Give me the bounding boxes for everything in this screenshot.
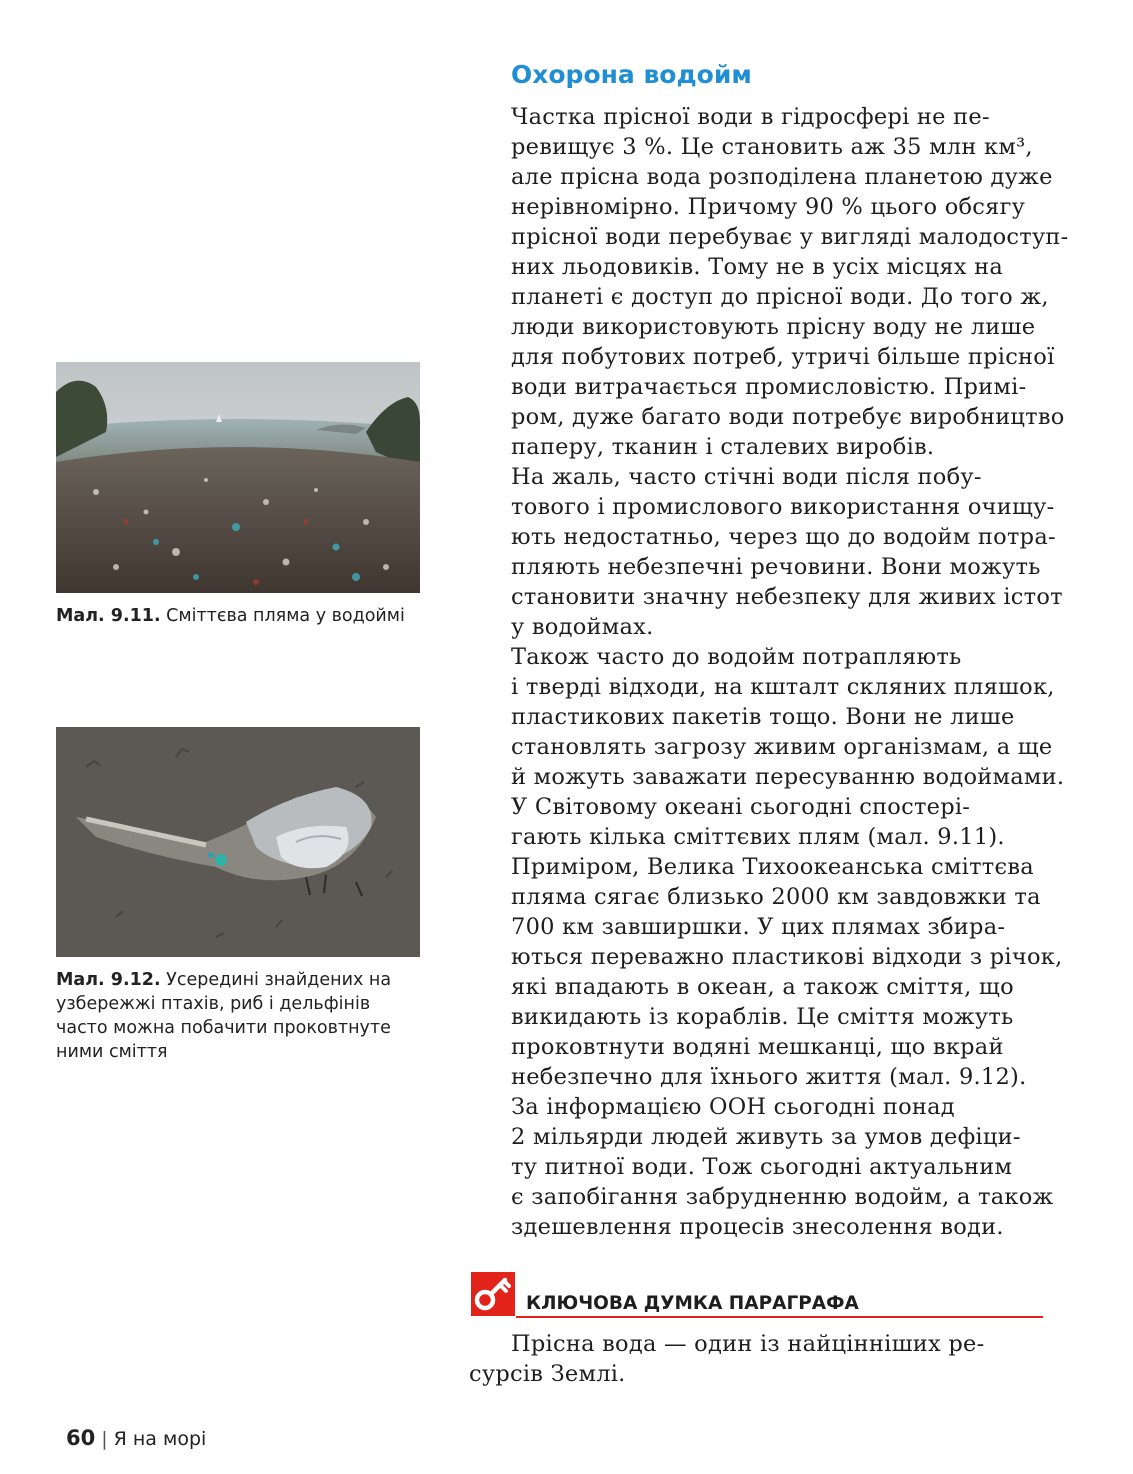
text-line: у водоймах. (511, 614, 654, 640)
dead-bird-photo (56, 727, 420, 957)
text-line: Приміром, Велика Тихоокеанська сміттєва (511, 854, 1034, 880)
paragraph-4 (469, 792, 1063, 1092)
figure-caption-text: Сміттєва пляма у водоймі (160, 606, 405, 626)
text-line: сурсів Землі. (469, 1361, 626, 1387)
key-thought-divider (516, 1316, 1043, 1318)
text-line: тового і промислового використання очищу- (511, 494, 1055, 520)
page-footer (66, 1426, 206, 1450)
text-line: Частка прісної води в гідросфері не пе- (511, 104, 990, 130)
text-line: становлять загрозу живим організмам, а ще (511, 734, 1053, 760)
text-line: здешевлення процесів знесолення води. (511, 1214, 1004, 1240)
text-line: є запобігання забрудненню водойм, а також (511, 1184, 1054, 1210)
figure-caption-9-12 (56, 968, 421, 1064)
dead-bird-illustration (56, 727, 420, 957)
text-line: На жаль, часто стічні води після побу- (511, 464, 982, 490)
key-thought-text (469, 1329, 1043, 1389)
text-line: нерівномірно. Причому 90 % цього обсягу (511, 194, 1026, 220)
figure-caption-text: Усередині знайдених на узбережжі птахів, риб і дельфінів часто можна побачити проковтнуте ними сміття (56, 970, 392, 1062)
garbage-patch-photo (56, 362, 420, 593)
paragraph-3 (469, 642, 1065, 792)
figure-label: Мал. 9.12. (56, 970, 161, 990)
text-line: ються переважно пластикові відходи з річок, (511, 944, 1063, 970)
text-line: Прісна вода — один із найцінніших ре- (511, 1331, 985, 1357)
text-line: люди використовують прісну воду не лише (511, 314, 1036, 340)
text-line: 2 мільярди людей живуть за умов дефіци- (511, 1124, 1021, 1150)
paragraph-5 (469, 1092, 1054, 1242)
footer-separator: | (101, 1428, 108, 1450)
text-line: пляма сягає близько 2000 км завдовжки та (511, 884, 1041, 910)
text-line: пластикових пакетів тощо. Вони не лише (511, 704, 1015, 730)
text-line: але прісна вода розподілена планетою дуже (511, 164, 1053, 190)
text-line: планеті є доступ до прісної води. До того ж, (511, 284, 1049, 310)
garbage-patch-illustration (56, 362, 420, 593)
text-line: для побутових потреб, утричі більше прісної (511, 344, 1055, 370)
paragraph-1 (469, 102, 1069, 462)
text-line: й можуть заважати пересуванню водоймами. (511, 764, 1065, 790)
text-line: прісної води перебуває у вигляді малодоступ- (511, 224, 1069, 250)
text-line: і тверді відходи, на кшталт скляних пляшок, (511, 674, 1055, 700)
text-line: паперу, тканин і сталевих виробів. (511, 434, 935, 460)
section-name: Я на морі (113, 1428, 207, 1450)
text-line: проковтнути водяні мешканці, що вкрай (511, 1034, 1004, 1060)
key-icon-glyph (471, 1272, 515, 1316)
text-line: пляють небезпечні речовини. Вони можуть (511, 554, 1041, 580)
text-line: Також часто до водойм потрапляють (511, 644, 962, 670)
text-line: За інформацією ООН сьогодні понад (511, 1094, 955, 1120)
figure-caption-9-11 (56, 604, 421, 628)
text-line: ревищує 3 %. Це становить аж 35 млн км³, (511, 134, 1033, 160)
text-line: води витрачається промисловістю. Примі- (511, 374, 1027, 400)
body-text (469, 102, 1069, 1242)
text-line: У Світовому океані сьогодні спостері- (511, 794, 971, 820)
text-line: які впадають в океан, а також сміття, що (511, 974, 1014, 1000)
key-icon (471, 1272, 515, 1316)
text-line: викидають із кораблів. Це сміття можуть (511, 1004, 1014, 1030)
text-line: них льодовиків. Тому не в усіх місцях на (511, 254, 1004, 280)
page-number: 60 (66, 1426, 96, 1450)
text-line: ють недостатньо, через що до водойм потра- (511, 524, 1056, 550)
text-line: ром, дуже багато води потребує виробництво (511, 404, 1065, 430)
figure-label: Мал. 9.11. (56, 606, 161, 626)
key-thought-title: КЛЮЧОВА ДУМКА ПАРАГРАФА (526, 1293, 859, 1314)
text-line: ту питної води. Тож сьогодні актуальним (511, 1154, 1013, 1180)
text-line: небезпечно для їхнього життя (мал. 9.12). (511, 1064, 1027, 1090)
text-line: 700 км завширшки. У цих плямах збира- (511, 914, 1006, 940)
text-line: становити значну небезпеку для живих істот (511, 584, 1063, 610)
section-heading: Охорона водойм (511, 60, 752, 89)
paragraph-2 (469, 462, 1063, 642)
text-line: гають кілька сміттєвих плям (мал. 9.11). (511, 824, 1005, 850)
